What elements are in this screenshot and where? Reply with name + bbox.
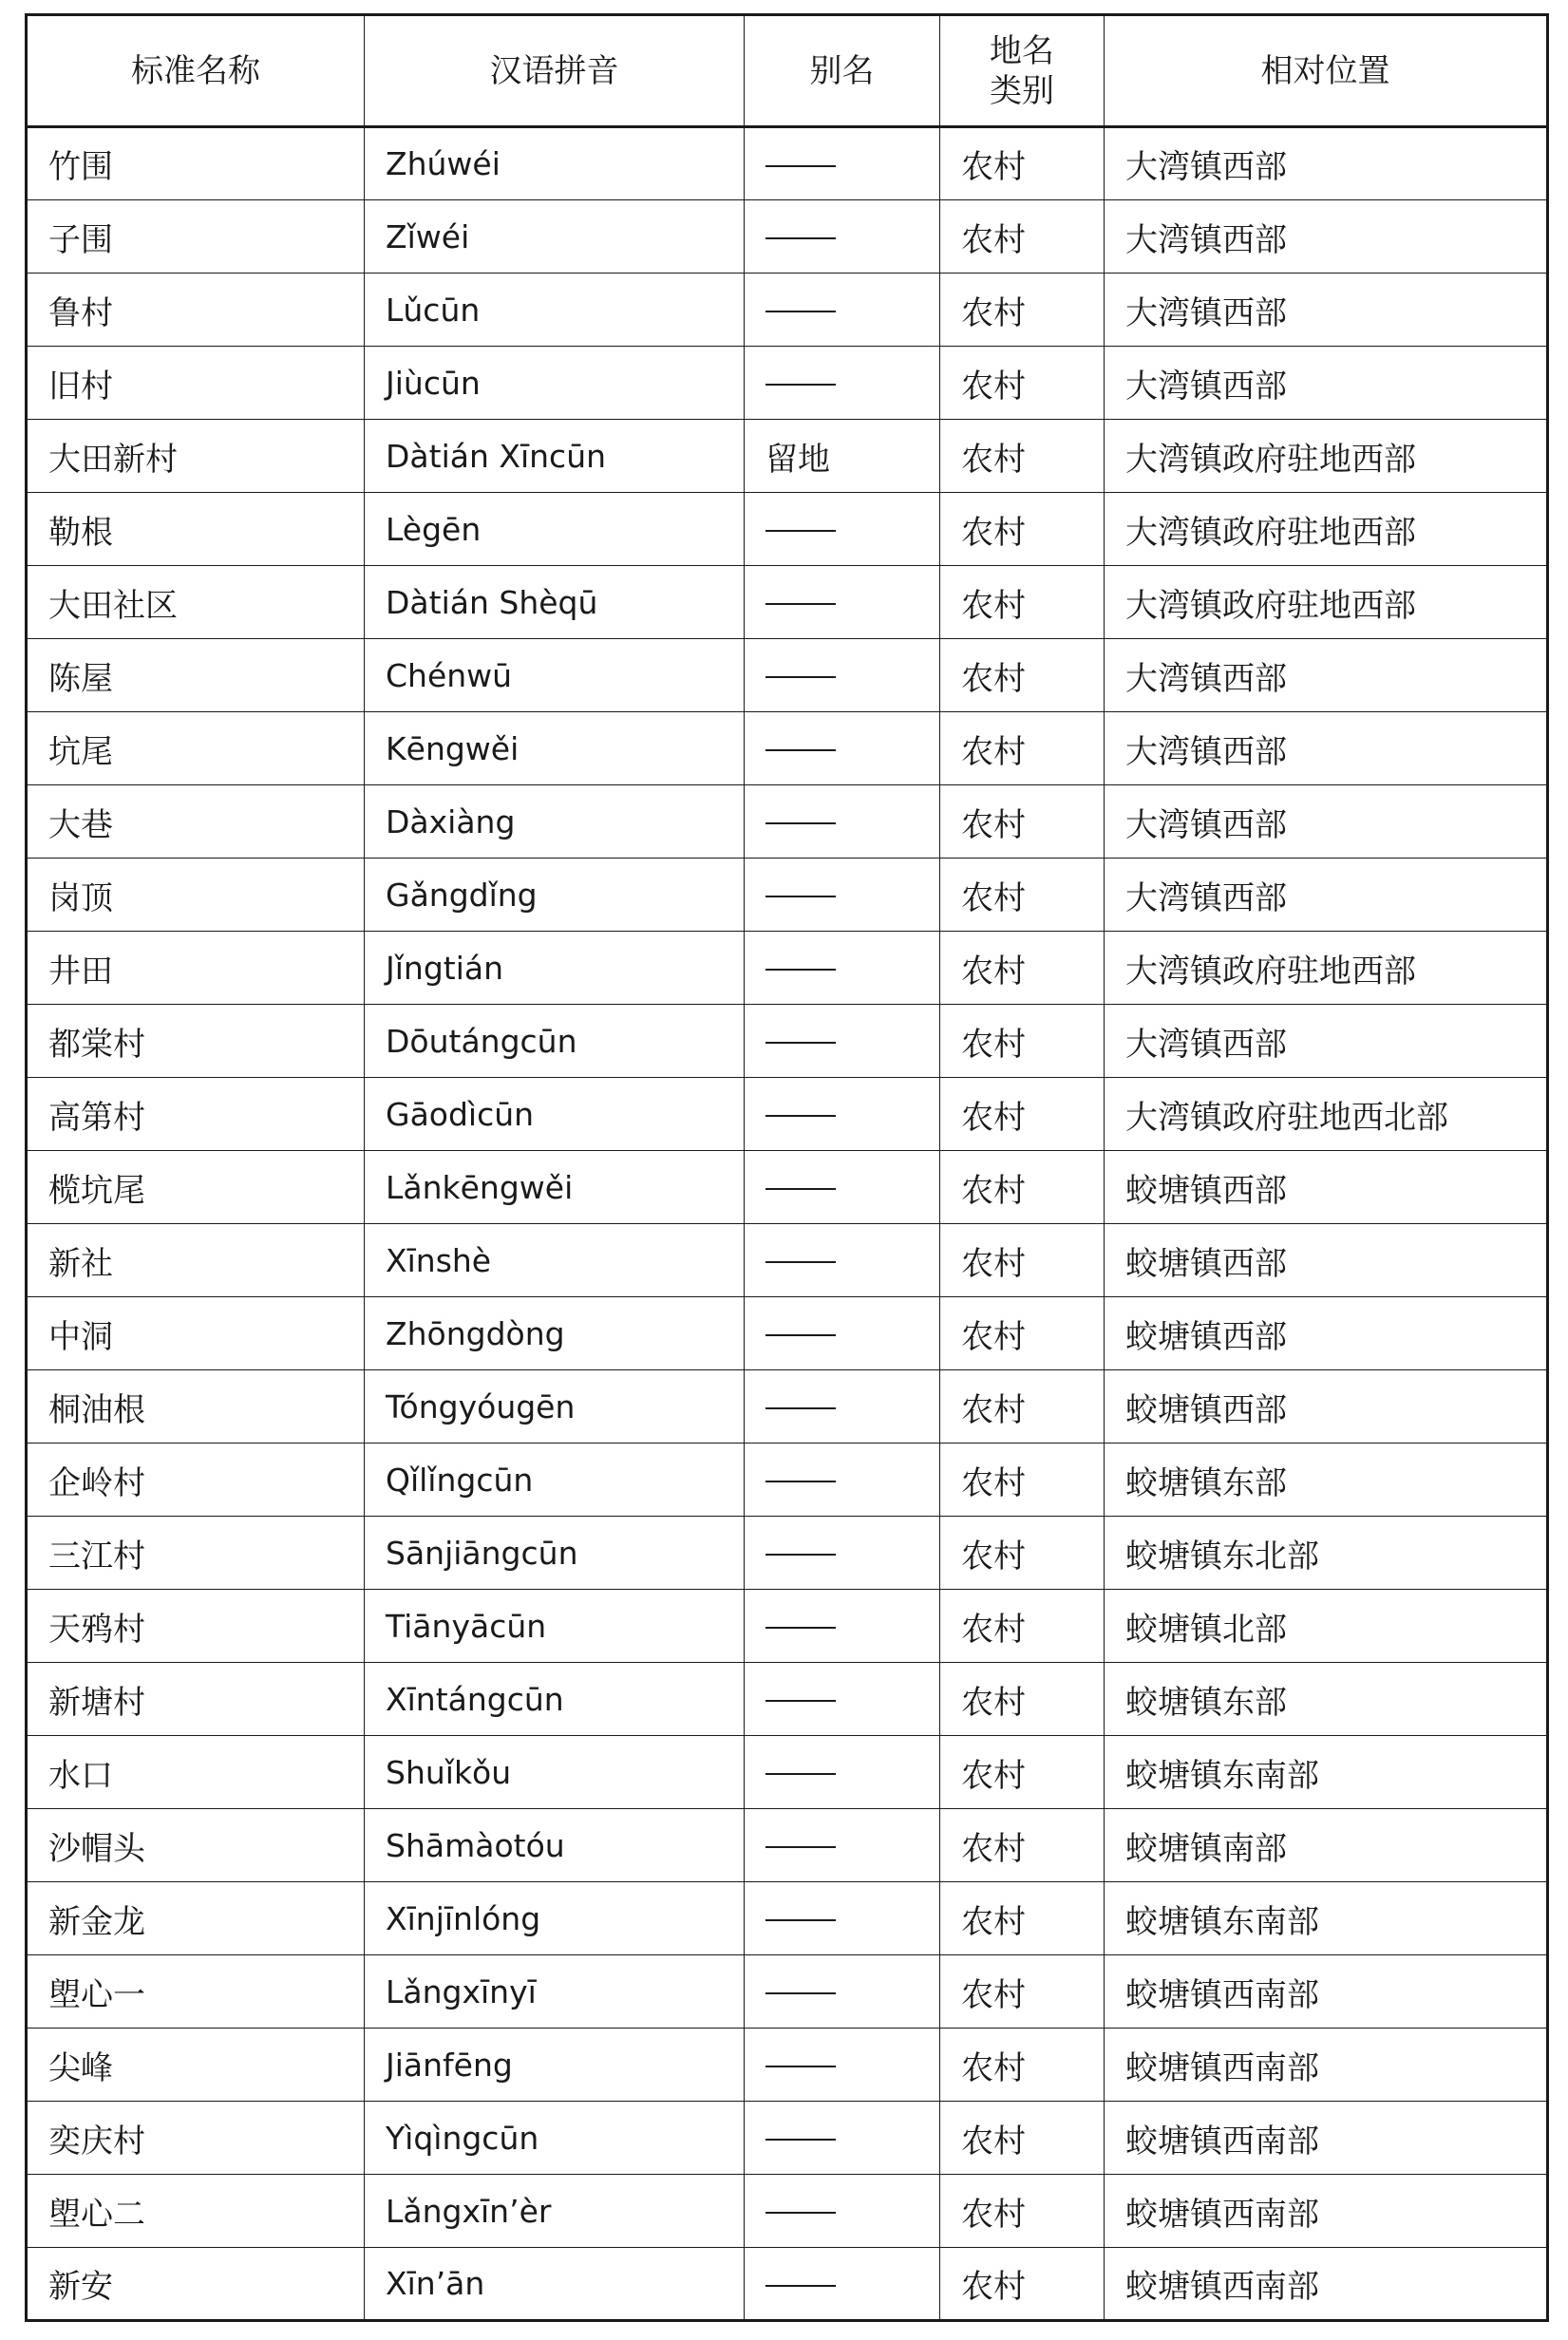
table-row bbox=[27, 2175, 1548, 2248]
cell-place-type: 农村 bbox=[940, 2102, 1105, 2175]
empty-alias-dash bbox=[765, 311, 836, 312]
cell-alias bbox=[745, 1444, 940, 1517]
cell-standard-name: 勒根 bbox=[27, 493, 365, 566]
cell-standard-name: 塱心一 bbox=[27, 1955, 365, 2029]
cell-standard-name: 大田新村 bbox=[27, 420, 365, 493]
cell-place-type: 农村 bbox=[940, 859, 1105, 932]
cell-standard-name: 沙帽头 bbox=[27, 1809, 365, 1882]
cell-place-type: 农村 bbox=[940, 1005, 1105, 1078]
header-place-type-line1: 地名 bbox=[990, 31, 1054, 70]
cell-alias bbox=[745, 566, 940, 639]
cell-alias bbox=[745, 1590, 940, 1663]
empty-alias-dash bbox=[765, 2139, 836, 2141]
cell-place-type: 农村 bbox=[940, 1151, 1105, 1224]
cell-alias bbox=[745, 1151, 940, 1224]
cell-pinyin: Jǐngtián bbox=[365, 932, 745, 1005]
cell-standard-name: 奕庆村 bbox=[27, 2102, 365, 2175]
cell-pinyin: Sānjiāngcūn bbox=[365, 1517, 745, 1590]
empty-alias-dash bbox=[765, 1992, 836, 1994]
cell-relative-position: 蛟塘镇西南部 bbox=[1105, 2175, 1548, 2248]
table-row bbox=[27, 493, 1548, 566]
cell-standard-name: 子围 bbox=[27, 200, 365, 274]
cell-standard-name: 榄坑尾 bbox=[27, 1151, 365, 1224]
empty-alias-dash bbox=[765, 1188, 836, 1190]
cell-alias bbox=[745, 1224, 940, 1297]
empty-alias-dash bbox=[765, 603, 836, 605]
table-row bbox=[27, 127, 1548, 200]
table-row bbox=[27, 1809, 1548, 1882]
cell-standard-name: 竹围 bbox=[27, 127, 365, 200]
cell-alias bbox=[745, 200, 940, 274]
cell-relative-position: 大湾镇西部 bbox=[1105, 639, 1548, 712]
empty-alias-dash bbox=[765, 1481, 836, 1482]
cell-standard-name: 新安 bbox=[27, 2248, 365, 2321]
empty-alias-dash bbox=[765, 896, 836, 897]
cell-standard-name: 坑尾 bbox=[27, 712, 365, 785]
table-row bbox=[27, 1370, 1548, 1444]
cell-relative-position: 大湾镇西部 bbox=[1105, 127, 1548, 200]
cell-pinyin: Xīntángcūn bbox=[365, 1663, 745, 1736]
empty-alias-dash bbox=[765, 1115, 836, 1117]
cell-alias bbox=[745, 1078, 940, 1151]
cell-place-type: 农村 bbox=[940, 200, 1105, 274]
table-row bbox=[27, 932, 1548, 1005]
table-row bbox=[27, 1078, 1548, 1151]
cell-place-type: 农村 bbox=[940, 785, 1105, 859]
table-row bbox=[27, 1297, 1548, 1370]
cell-alias bbox=[745, 2248, 940, 2321]
cell-place-type: 农村 bbox=[940, 712, 1105, 785]
cell-relative-position: 大湾镇西部 bbox=[1105, 712, 1548, 785]
cell-standard-name: 新塘村 bbox=[27, 1663, 365, 1736]
cell-standard-name: 都棠村 bbox=[27, 1005, 365, 1078]
cell-pinyin: Jiānfēng bbox=[365, 2029, 745, 2102]
cell-alias bbox=[745, 1005, 940, 1078]
table-row bbox=[27, 1005, 1548, 1078]
table-row bbox=[27, 2248, 1548, 2321]
cell-pinyin: Qǐlǐngcūn bbox=[365, 1444, 745, 1517]
cell-relative-position: 大湾镇政府驻地西部 bbox=[1105, 493, 1548, 566]
cell-pinyin: Xīnjīnlóng bbox=[365, 1882, 745, 1955]
empty-alias-dash bbox=[765, 1042, 836, 1044]
cell-standard-name: 大巷 bbox=[27, 785, 365, 859]
cell-place-type: 农村 bbox=[940, 1736, 1105, 1809]
cell-place-type: 农村 bbox=[940, 1590, 1105, 1663]
cell-relative-position: 大湾镇西部 bbox=[1105, 1005, 1548, 1078]
cell-pinyin: Dàtián Xīncūn bbox=[365, 420, 745, 493]
cell-standard-name: 井田 bbox=[27, 932, 365, 1005]
cell-pinyin: Dōutángcūn bbox=[365, 1005, 745, 1078]
cell-alias bbox=[745, 712, 940, 785]
cell-standard-name: 塱心二 bbox=[27, 2175, 365, 2248]
cell-alias bbox=[745, 1297, 940, 1370]
cell-place-type: 农村 bbox=[940, 2175, 1105, 2248]
empty-alias-dash bbox=[765, 1334, 836, 1336]
empty-alias-dash bbox=[765, 2066, 836, 2067]
cell-alias bbox=[745, 127, 940, 200]
cell-relative-position: 大湾镇西部 bbox=[1105, 859, 1548, 932]
place-name-table bbox=[25, 13, 1549, 2322]
cell-relative-position: 蛟塘镇北部 bbox=[1105, 1590, 1548, 1663]
cell-place-type: 农村 bbox=[940, 493, 1105, 566]
table-row bbox=[27, 639, 1548, 712]
cell-pinyin: Tiānyācūn bbox=[365, 1590, 745, 1663]
empty-alias-dash bbox=[765, 1407, 836, 1409]
cell-pinyin: Lǎngxīn’èr bbox=[365, 2175, 745, 2248]
cell-pinyin: Yìqìngcūn bbox=[365, 2102, 745, 2175]
cell-place-type: 农村 bbox=[940, 347, 1105, 420]
table-row bbox=[27, 1151, 1548, 1224]
table-row bbox=[27, 1590, 1548, 1663]
cell-relative-position: 蛟塘镇西南部 bbox=[1105, 2029, 1548, 2102]
cell-standard-name: 水口 bbox=[27, 1736, 365, 1809]
table-row bbox=[27, 1517, 1548, 1590]
cell-relative-position: 大湾镇政府驻地西部 bbox=[1105, 932, 1548, 1005]
cell-standard-name: 中洞 bbox=[27, 1297, 365, 1370]
cell-place-type: 农村 bbox=[940, 127, 1105, 200]
table-row bbox=[27, 2102, 1548, 2175]
header-alias: 别名 bbox=[745, 15, 940, 127]
cell-pinyin: Gāodìcūn bbox=[365, 1078, 745, 1151]
cell-relative-position: 大湾镇政府驻地西部 bbox=[1105, 420, 1548, 493]
cell-relative-position: 蛟塘镇东南部 bbox=[1105, 1736, 1548, 1809]
cell-relative-position: 大湾镇政府驻地西部 bbox=[1105, 566, 1548, 639]
table-row bbox=[27, 420, 1548, 493]
empty-alias-dash bbox=[765, 1627, 836, 1629]
cell-pinyin: Xīnshè bbox=[365, 1224, 745, 1297]
table-body bbox=[27, 127, 1548, 2321]
table-row bbox=[27, 785, 1548, 859]
cell-pinyin: Jiùcūn bbox=[365, 347, 745, 420]
header-standard-name: 标准名称 bbox=[27, 15, 365, 127]
cell-alias: 留地 bbox=[745, 420, 940, 493]
cell-pinyin: Lǎnkēngwěi bbox=[365, 1151, 745, 1224]
cell-relative-position: 蛟塘镇西部 bbox=[1105, 1297, 1548, 1370]
empty-alias-dash bbox=[765, 237, 836, 239]
cell-standard-name: 岗顶 bbox=[27, 859, 365, 932]
table-row bbox=[27, 859, 1548, 932]
table-row bbox=[27, 347, 1548, 420]
table-row bbox=[27, 1736, 1548, 1809]
cell-pinyin: Lǎngxīnyī bbox=[365, 1955, 745, 2029]
cell-place-type: 农村 bbox=[940, 1663, 1105, 1736]
cell-place-type: 农村 bbox=[940, 566, 1105, 639]
header-row bbox=[27, 15, 1548, 127]
cell-pinyin: Kēngwěi bbox=[365, 712, 745, 785]
cell-standard-name: 陈屋 bbox=[27, 639, 365, 712]
cell-pinyin: Shāmàotóu bbox=[365, 1809, 745, 1882]
cell-standard-name: 新社 bbox=[27, 1224, 365, 1297]
empty-alias-dash bbox=[765, 2285, 836, 2287]
cell-relative-position: 蛟塘镇西部 bbox=[1105, 1224, 1548, 1297]
header-place-type bbox=[940, 15, 1105, 127]
cell-place-type: 农村 bbox=[940, 1078, 1105, 1151]
cell-pinyin: Zǐwéi bbox=[365, 200, 745, 274]
table-row bbox=[27, 1955, 1548, 2029]
cell-place-type: 农村 bbox=[940, 1517, 1105, 1590]
cell-pinyin: Lǔcūn bbox=[365, 274, 745, 347]
cell-place-type: 农村 bbox=[940, 2248, 1105, 2321]
cell-place-type: 农村 bbox=[940, 1370, 1105, 1444]
table-row bbox=[27, 2029, 1548, 2102]
cell-alias bbox=[745, 1882, 940, 1955]
cell-alias bbox=[745, 1955, 940, 2029]
cell-relative-position: 大湾镇西部 bbox=[1105, 785, 1548, 859]
cell-relative-position: 大湾镇西部 bbox=[1105, 347, 1548, 420]
cell-standard-name: 鲁村 bbox=[27, 274, 365, 347]
cell-pinyin: Lègēn bbox=[365, 493, 745, 566]
cell-relative-position: 蛟塘镇西南部 bbox=[1105, 2102, 1548, 2175]
cell-standard-name: 桐油根 bbox=[27, 1370, 365, 1444]
cell-relative-position: 蛟塘镇东南部 bbox=[1105, 1882, 1548, 1955]
cell-alias bbox=[745, 1517, 940, 1590]
cell-place-type: 农村 bbox=[940, 639, 1105, 712]
cell-relative-position: 大湾镇西部 bbox=[1105, 200, 1548, 274]
cell-relative-position: 蛟塘镇东北部 bbox=[1105, 1517, 1548, 1590]
cell-pinyin: Gǎngdǐng bbox=[365, 859, 745, 932]
empty-alias-dash bbox=[765, 822, 836, 824]
empty-alias-dash bbox=[765, 676, 836, 678]
table-row bbox=[27, 1663, 1548, 1736]
cell-standard-name: 天鸦村 bbox=[27, 1590, 365, 1663]
header-pinyin: 汉语拼音 bbox=[365, 15, 745, 127]
cell-standard-name: 尖峰 bbox=[27, 2029, 365, 2102]
cell-alias bbox=[745, 274, 940, 347]
cell-standard-name: 三江村 bbox=[27, 1517, 365, 1590]
table-row bbox=[27, 1444, 1548, 1517]
empty-alias-dash bbox=[765, 1773, 836, 1775]
cell-relative-position: 蛟塘镇西南部 bbox=[1105, 2248, 1548, 2321]
cell-place-type: 农村 bbox=[940, 274, 1105, 347]
cell-standard-name: 企岭村 bbox=[27, 1444, 365, 1517]
table-row bbox=[27, 200, 1548, 274]
header-relative-position: 相对位置 bbox=[1105, 15, 1548, 127]
cell-place-type: 农村 bbox=[940, 1297, 1105, 1370]
cell-relative-position: 蛟塘镇西部 bbox=[1105, 1370, 1548, 1444]
cell-relative-position: 大湾镇西部 bbox=[1105, 274, 1548, 347]
cell-relative-position: 蛟塘镇西部 bbox=[1105, 1151, 1548, 1224]
table-row bbox=[27, 274, 1548, 347]
cell-alias bbox=[745, 859, 940, 932]
cell-alias bbox=[745, 493, 940, 566]
cell-pinyin: Tóngyóugēn bbox=[365, 1370, 745, 1444]
cell-pinyin: Shuǐkǒu bbox=[365, 1736, 745, 1809]
cell-alias bbox=[745, 785, 940, 859]
cell-place-type: 农村 bbox=[940, 1809, 1105, 1882]
cell-alias bbox=[745, 347, 940, 420]
cell-relative-position: 蛟塘镇东部 bbox=[1105, 1663, 1548, 1736]
cell-relative-position: 蛟塘镇东部 bbox=[1105, 1444, 1548, 1517]
cell-pinyin: Xīn’ān bbox=[365, 2248, 745, 2321]
cell-place-type: 农村 bbox=[940, 1444, 1105, 1517]
empty-alias-dash bbox=[765, 969, 836, 971]
cell-alias bbox=[745, 2175, 940, 2248]
empty-alias-dash bbox=[765, 384, 836, 386]
cell-relative-position: 大湾镇政府驻地西北部 bbox=[1105, 1078, 1548, 1151]
cell-pinyin: Dàtián Shèqū bbox=[365, 566, 745, 639]
cell-alias bbox=[745, 2102, 940, 2175]
cell-standard-name: 大田社区 bbox=[27, 566, 365, 639]
empty-alias-dash bbox=[765, 2212, 836, 2214]
cell-pinyin: Dàxiàng bbox=[365, 785, 745, 859]
cell-alias bbox=[745, 1663, 940, 1736]
empty-alias-dash bbox=[765, 1554, 836, 1556]
cell-standard-name: 新金龙 bbox=[27, 1882, 365, 1955]
cell-place-type: 农村 bbox=[940, 2029, 1105, 2102]
cell-place-type: 农村 bbox=[940, 1882, 1105, 1955]
empty-alias-dash bbox=[765, 1700, 836, 1702]
table-row bbox=[27, 712, 1548, 785]
cell-relative-position: 蛟塘镇西南部 bbox=[1105, 1955, 1548, 2029]
cell-relative-position: 蛟塘镇南部 bbox=[1105, 1809, 1548, 1882]
empty-alias-dash bbox=[765, 1261, 836, 1263]
cell-alias bbox=[745, 932, 940, 1005]
cell-place-type: 农村 bbox=[940, 1955, 1105, 2029]
empty-alias-dash bbox=[765, 1919, 836, 1921]
cell-pinyin: Zhōngdòng bbox=[365, 1297, 745, 1370]
cell-standard-name: 高第村 bbox=[27, 1078, 365, 1151]
cell-alias bbox=[745, 2029, 940, 2102]
table-row bbox=[27, 1882, 1548, 1955]
empty-alias-dash bbox=[765, 1846, 836, 1848]
empty-alias-dash bbox=[765, 749, 836, 751]
cell-alias bbox=[745, 639, 940, 712]
empty-alias-dash bbox=[765, 165, 836, 167]
cell-place-type: 农村 bbox=[940, 932, 1105, 1005]
cell-place-type: 农村 bbox=[940, 420, 1105, 493]
header-place-type-line2: 类别 bbox=[990, 71, 1054, 110]
table-row bbox=[27, 1224, 1548, 1297]
table-row bbox=[27, 566, 1548, 639]
table-header bbox=[27, 15, 1548, 127]
cell-pinyin: Zhúwéi bbox=[365, 127, 745, 200]
empty-alias-dash bbox=[765, 530, 836, 532]
cell-alias bbox=[745, 1809, 940, 1882]
cell-place-type: 农村 bbox=[940, 1224, 1105, 1297]
cell-alias bbox=[745, 1370, 940, 1444]
cell-standard-name: 旧村 bbox=[27, 347, 365, 420]
cell-alias bbox=[745, 1736, 940, 1809]
cell-pinyin: Chénwū bbox=[365, 639, 745, 712]
